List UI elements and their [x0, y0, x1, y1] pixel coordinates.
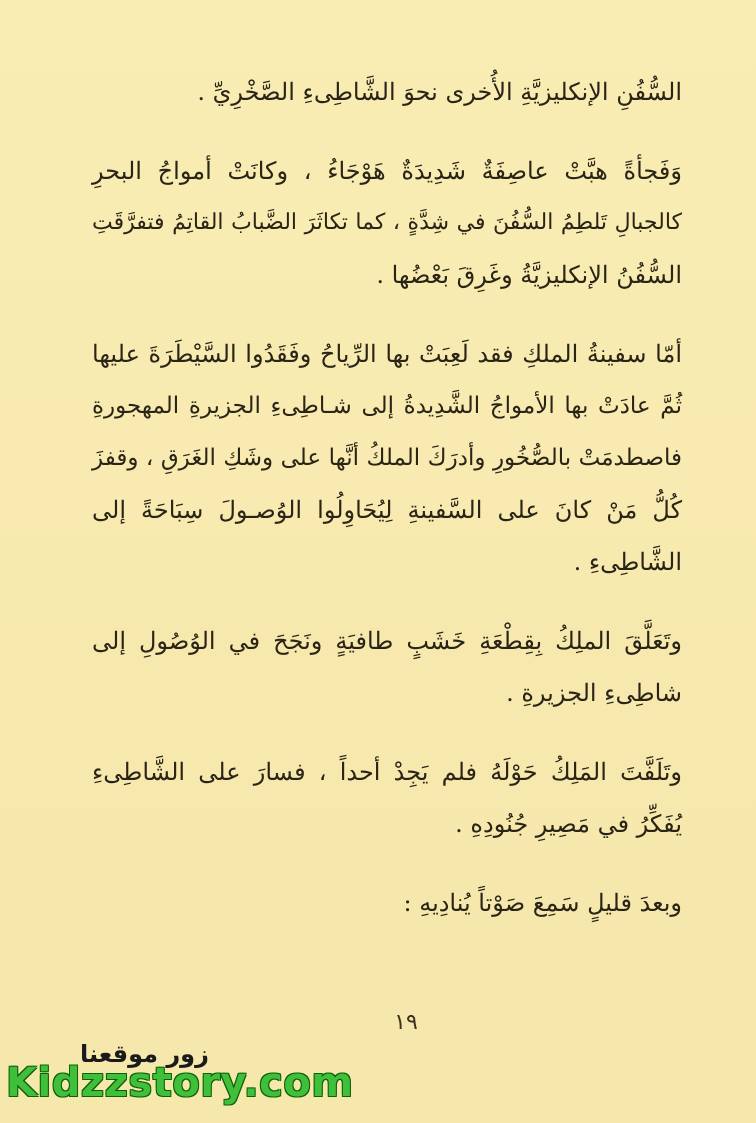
paragraph [92, 877, 682, 929]
text-line: أمّا سفينةُ الملكِ فقد لَعِبَتْ بها الرِّياحُ وفَقَدُوا السَّيْطَرَةَ عليها [92, 340, 682, 368]
text-line: السُّفُنِ الإنكليزيَّةِ الأُخرى نحوَ الشَّاطِىءِ الصَّخْرِيِّ . [197, 78, 682, 106]
text-line: وتَلَفَّتَ المَلِكُ حَوْلَهُ فلم يَجِدْ أحداً ، فسارَ على الشَّاطِىءِ [92, 758, 682, 786]
text-line: يُفَكِّرُ في مَصِيرِ جُنُودِهِ . [455, 810, 682, 838]
text-line: الشَّاطِىءِ . [573, 548, 682, 576]
text-line: ثُمَّ عادَتْ بها الأمواجُ الشَّدِيدةُ إلى شـاطِىءِ الجزيرةِ المهجورةِ [92, 393, 682, 419]
paragraph [92, 328, 682, 588]
paragraph [92, 746, 682, 850]
text-line: كالجبالِ تَلطِمُ السُّفُنَ في شِدَّةٍ ، كما تكاثَرَ الضَّبابُ القاتِمُ فتفرَّقَتِ [92, 210, 682, 235]
text-line: وبعدَ قليلٍ سَمِعَ صَوْتاً يُنادِيهِ : [403, 889, 682, 917]
watermark-visit-text: زور موقعنا [80, 1040, 209, 1068]
paragraph [92, 145, 682, 301]
watermark-site-logo: Kidzzstory.com [6, 1060, 354, 1106]
paragraph [92, 66, 682, 118]
text-line: شاطِىءِ الجزيرةِ . [506, 679, 682, 707]
page-number: ١٩ [394, 1010, 418, 1035]
text-line: كُلُّ مَنْ كانَ على السَّفينةِ لِيُحَاوِلُوا الوُصـولَ سِبَاحَةً إلى [92, 496, 682, 524]
paragraph [92, 615, 682, 719]
page-body [92, 66, 682, 956]
text-line: السُّفُنُ الإنكليزيَّةُ وغَرِقَ بَعْضُها . [376, 261, 682, 289]
text-line: فاصطدمَتْ بالصُّخُورِ وأدرَكَ الملكُ أنَّها على وشَكِ الغَرَقِ ، وقفزَ [92, 445, 682, 471]
text-line: وتَعَلَّقَ الملِكُ بِقِطْعَةِ خَشَبٍ طافيَةٍ ونَجَحَ في الوُصُولِ إلى [92, 627, 682, 655]
text-line: وَفَجأةً هبَّتْ عاصِفَةٌ شَدِيدَةٌ هَوْجَاءُ ، وكانَتْ أمواجُ البحرِ [92, 157, 682, 185]
